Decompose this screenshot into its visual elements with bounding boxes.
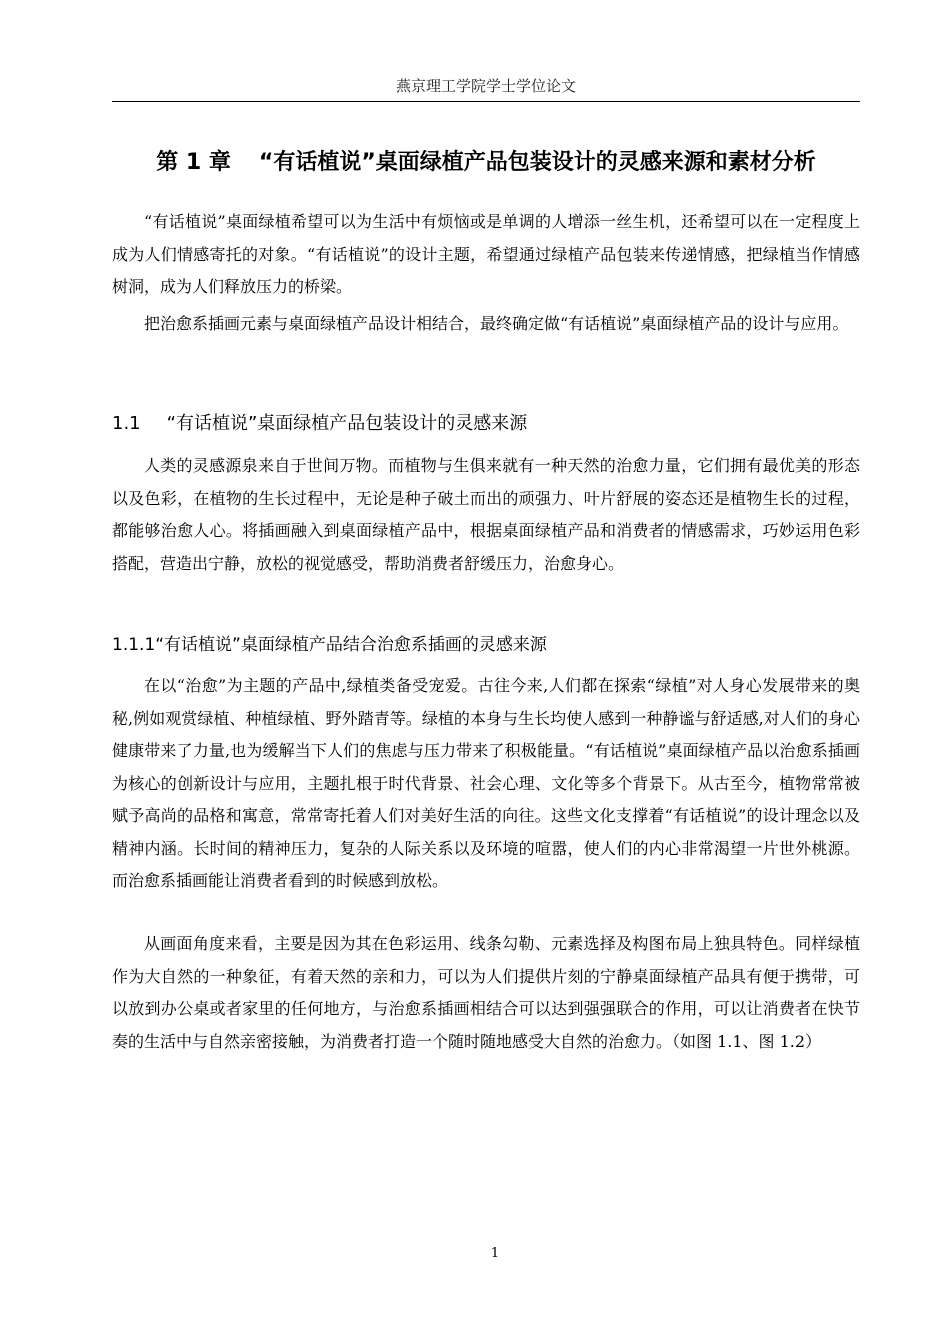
intro-paragraph: “有话植说”桌面绿植希望可以为生活中有烦恼或是单调的人增添一丝生机，还希望可以在一定程度上成为人们情感寄托的对象。“有话植说”的设计主题，希望通过绿植产品包装来传递情感，把绿植当作情感树洞，成为人们释放压力的桥梁。 bbox=[112, 212, 860, 296]
section-paragraph: 从画面角度来看，主要是因为其在色彩运用、线条勾勒、元素选择及构图布局上独具特色。同样绿植作为大自然的一种象征，有着天然的亲和力，可以为人们提供片刻的宁静桌面绿植产品具有便于携带，可以放到办公桌或者家里的任何地方，与治愈系插画相结合可以达到强强联合的作用，可以让消费者在快节奏的生活中与自然亲密接触，为消费者打造一个随时随地感受大自然的治愈力。（如图 1.1、图 1.2） bbox=[112, 934, 860, 1051]
page-number: 1 bbox=[490, 1246, 500, 1261]
section-title: “有话植说”桌面绿植产品包装设计的灵感来源 bbox=[166, 413, 528, 434]
section-number: 1.1 bbox=[112, 413, 141, 434]
chapter-title-text: “有话植说”桌面绿植产品包装设计的灵感来源和素材分析 bbox=[258, 150, 816, 175]
section-paragraph: 人类的灵感源泉来自于世间万物。而植物与生俱来就有一种天然的治愈力量，它们拥有最优美的形态以及色彩，在植物的生长过程中，无论是种子破土而出的顽强力、叶片舒展的姿态还是植物生长的过程，都能够治愈人心。将插画融入到桌面绿植产品中，根据桌面绿植产品和消费者的情感需求，巧妙运用色彩搭配，营造出宁静，放松的视觉感受，帮助消费者舒缓压力，治愈身心。 bbox=[112, 456, 860, 573]
chapter-number: 第 1 章 bbox=[156, 150, 231, 175]
chapter-title bbox=[112, 148, 860, 178]
header-rule bbox=[112, 101, 860, 102]
section-heading-1-1 bbox=[112, 411, 860, 437]
section-paragraph: 在以“治愈”为主题的产品中,绿植类备受宠爱。古往今来,人们都在探索“绿植”对人身心发展带来的奥秘,例如观赏绿植、种植绿植、野外踏青等。绿植的本身与生长均使人感到一种静谧与舒适感,对人们的身心健康带来了力量,也为缓解当下人们的焦虑与压力带来了积极能量。“有话植说”桌面绿植产品以治愈系插画为核心的创新设计与应用，主题扎根于时代背景、社会心理、文化等多个背景下。从古至今，植物常常被赋予高尚的品格和寓意，常常寄托着人们对美好生活的向往。这些文化支撑着“有话植说”的设计理念以及精神内涵。长时间的精神压力，复杂的人际关系以及环境的喧嚣，使人们的内心非常渴望一片世外桃源。而治愈系插画能让消费者看到的时候感到放松。 bbox=[112, 676, 860, 890]
intro-paragraph: 把治愈系插画元素与桌面绿植产品设计相结合，最终确定做“有话植说”桌面绿植产品的设计与应用。 bbox=[144, 314, 849, 333]
running-header: 燕京理工学院学士学位论文 bbox=[395, 77, 576, 95]
section-heading-1-1-1: 1.1.1“有话植说”桌面绿植产品结合治愈系插画的灵感来源 bbox=[112, 635, 547, 655]
